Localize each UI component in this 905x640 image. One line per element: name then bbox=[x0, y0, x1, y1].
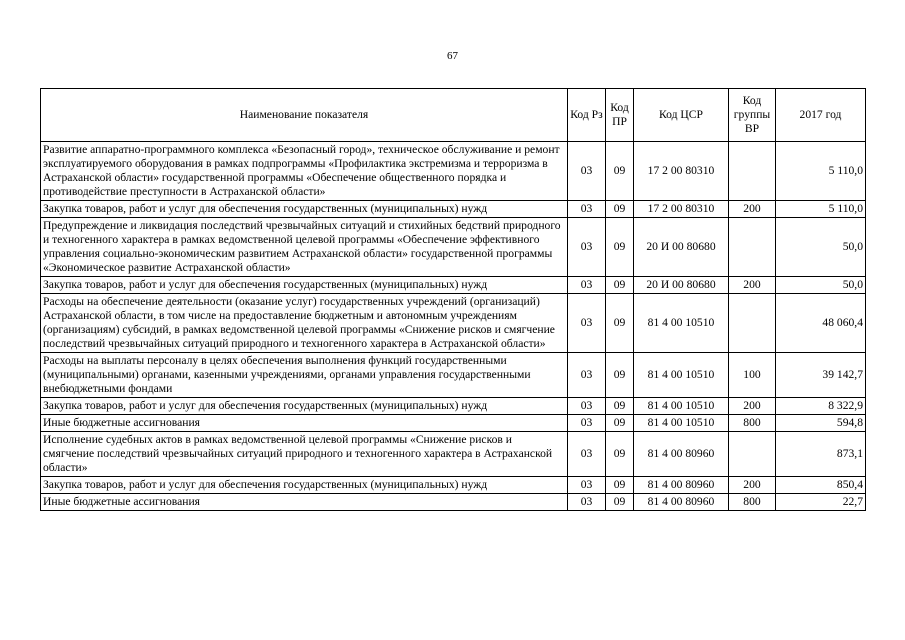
row-pr: 09 bbox=[606, 477, 634, 494]
row-amount: 8 322,9 bbox=[776, 398, 866, 415]
row-vr: 200 bbox=[729, 398, 776, 415]
row-csr: 20 И 00 80680 bbox=[634, 218, 729, 277]
row-rz: 03 bbox=[568, 218, 606, 277]
header-year: 2017 год bbox=[776, 89, 866, 142]
row-rz: 03 bbox=[568, 277, 606, 294]
row-name: Развитие аппаратно-программного комплекса «Безопасный город», техническое обслуживание и ремонт эксплуатируемого оборудования в рамках подпрограммы «Профилактика экстремизма и терроризма в Астраханской области» государственной программы «Обеспечение общественного порядка и противодействие преступности в Астраханской области» bbox=[41, 142, 568, 201]
row-amount: 873,1 bbox=[776, 432, 866, 477]
row-name: Исполнение судебных актов в рамках ведомственной целевой программы «Снижение рисков и смягчение последствий чрезвычайных ситуаций природного и техногенного характера в Астраханской области» bbox=[41, 432, 568, 477]
row-rz: 03 bbox=[568, 415, 606, 432]
header-pr: Код ПР bbox=[606, 89, 634, 142]
row-pr: 09 bbox=[606, 142, 634, 201]
row-vr: 200 bbox=[729, 277, 776, 294]
table-row bbox=[41, 398, 866, 415]
table-row bbox=[41, 218, 866, 277]
row-csr: 81 4 00 10510 bbox=[634, 353, 729, 398]
row-csr: 81 4 00 80960 bbox=[634, 432, 729, 477]
row-vr: 100 bbox=[729, 353, 776, 398]
row-rz: 03 bbox=[568, 494, 606, 511]
row-name: Расходы на обеспечение деятельности (оказание услуг) государственных учреждений (организаций) Астраханской области, в том числе на предоставление бюджетным и автономным учреждениям (организациям) субсидий, в рамках ведомственной целевой программы «Снижение рисков и смягчение последствий чрезвычайных ситуаций природного и техногенного характера в Астраханской области» bbox=[41, 294, 568, 353]
row-pr: 09 bbox=[606, 277, 634, 294]
row-amount: 5 110,0 bbox=[776, 201, 866, 218]
row-pr: 09 bbox=[606, 294, 634, 353]
table-row bbox=[41, 432, 866, 477]
row-csr: 81 4 00 80960 bbox=[634, 477, 729, 494]
table-row bbox=[41, 277, 866, 294]
row-name: Расходы на выплаты персоналу в целях обеспечения выполнения функций государственными (муниципальными) органами, казенными учреждениями, органами управления государственными внебюджетными фондами bbox=[41, 353, 568, 398]
table-header-row bbox=[41, 89, 866, 142]
row-name: Иные бюджетные ассигнования bbox=[41, 494, 568, 511]
table-row bbox=[41, 201, 866, 218]
row-pr: 09 bbox=[606, 432, 634, 477]
row-name: Закупка товаров, работ и услуг для обеспечения государственных (муниципальных) нужд bbox=[41, 477, 568, 494]
row-vr bbox=[729, 218, 776, 277]
row-rz: 03 bbox=[568, 142, 606, 201]
row-vr bbox=[729, 142, 776, 201]
row-csr: 17 2 00 80310 bbox=[634, 142, 729, 201]
row-name: Иные бюджетные ассигнования bbox=[41, 415, 568, 432]
table-row bbox=[41, 353, 866, 398]
row-rz: 03 bbox=[568, 398, 606, 415]
row-pr: 09 bbox=[606, 398, 634, 415]
row-pr: 09 bbox=[606, 494, 634, 511]
row-amount: 850,4 bbox=[776, 477, 866, 494]
row-name: Закупка товаров, работ и услуг для обеспечения государственных (муниципальных) нужд bbox=[41, 201, 568, 218]
row-csr: 17 2 00 80310 bbox=[634, 201, 729, 218]
row-amount: 22,7 bbox=[776, 494, 866, 511]
row-rz: 03 bbox=[568, 477, 606, 494]
table-row bbox=[41, 494, 866, 511]
row-vr: 200 bbox=[729, 201, 776, 218]
row-amount: 50,0 bbox=[776, 218, 866, 277]
row-rz: 03 bbox=[568, 201, 606, 218]
table-row bbox=[41, 415, 866, 432]
table-row bbox=[41, 142, 866, 201]
table-body bbox=[41, 142, 866, 511]
row-name: Предупреждение и ликвидация последствий чрезвычайных ситуаций и стихийных бедствий природного и техногенного характера в рамках ведомственной целевой программы «Обеспечение эффективного управления социально-экономическим развитием Астраханской области» государственной программы «Экономическое развитие Астраханской области» bbox=[41, 218, 568, 277]
table-row bbox=[41, 477, 866, 494]
page-number: 67 bbox=[447, 50, 458, 62]
row-name: Закупка товаров, работ и услуг для обеспечения государственных (муниципальных) нужд bbox=[41, 277, 568, 294]
row-vr: 800 bbox=[729, 494, 776, 511]
row-csr: 81 4 00 10510 bbox=[634, 294, 729, 353]
budget-table bbox=[40, 88, 866, 511]
header-csr: Код ЦСР bbox=[634, 89, 729, 142]
row-csr: 81 4 00 10510 bbox=[634, 415, 729, 432]
row-vr bbox=[729, 294, 776, 353]
row-rz: 03 bbox=[568, 353, 606, 398]
row-amount: 39 142,7 bbox=[776, 353, 866, 398]
row-pr: 09 bbox=[606, 218, 634, 277]
row-csr: 20 И 00 80680 bbox=[634, 277, 729, 294]
row-rz: 03 bbox=[568, 294, 606, 353]
row-vr: 200 bbox=[729, 477, 776, 494]
row-amount: 48 060,4 bbox=[776, 294, 866, 353]
header-rz: Код Рз bbox=[568, 89, 606, 142]
row-pr: 09 bbox=[606, 201, 634, 218]
row-amount: 5 110,0 bbox=[776, 142, 866, 201]
header-name: Наименование показателя bbox=[41, 89, 568, 142]
row-vr: 800 bbox=[729, 415, 776, 432]
row-name: Закупка товаров, работ и услуг для обеспечения государственных (муниципальных) нужд bbox=[41, 398, 568, 415]
row-pr: 09 bbox=[606, 415, 634, 432]
row-amount: 594,8 bbox=[776, 415, 866, 432]
row-pr: 09 bbox=[606, 353, 634, 398]
row-csr: 81 4 00 80960 bbox=[634, 494, 729, 511]
row-amount: 50,0 bbox=[776, 277, 866, 294]
row-csr: 81 4 00 10510 bbox=[634, 398, 729, 415]
header-vr: Код группы ВР bbox=[729, 89, 776, 142]
row-vr bbox=[729, 432, 776, 477]
table-row bbox=[41, 294, 866, 353]
row-rz: 03 bbox=[568, 432, 606, 477]
